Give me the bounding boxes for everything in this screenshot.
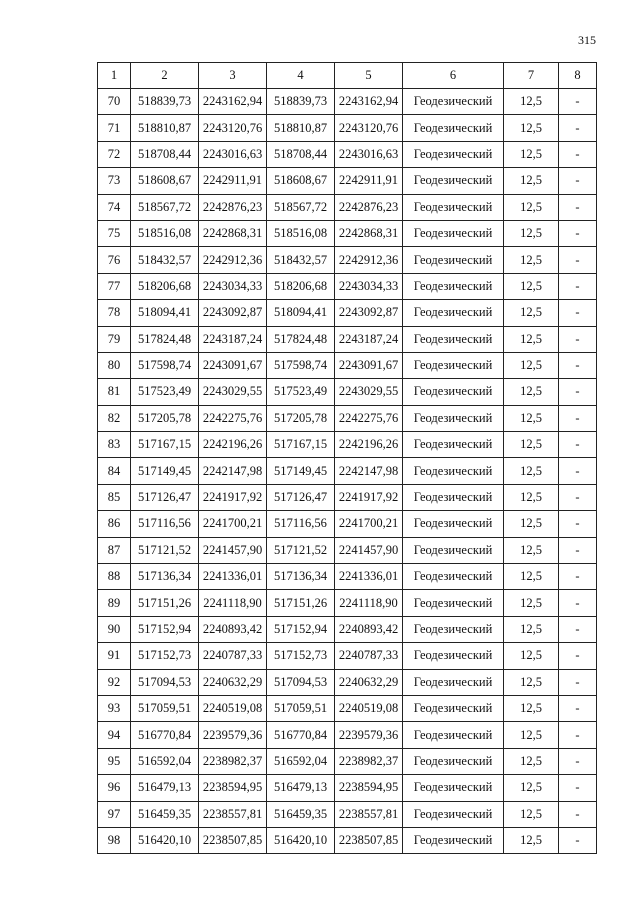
y-coord-cell: 2243162,94 [335, 89, 403, 115]
y-coord-cell: 2241700,21 [335, 511, 403, 537]
y-coord-cell: 2242868,31 [199, 220, 267, 246]
note-cell: - [559, 590, 597, 616]
note-cell: - [559, 194, 597, 220]
y-coord-cell: 2241917,92 [335, 484, 403, 510]
y-coord-cell: 2243120,76 [199, 115, 267, 141]
method-cell: Геодезический [403, 590, 504, 616]
x-coord-cell: 516479,13 [131, 775, 199, 801]
header-cell: 8 [559, 63, 597, 89]
table-row [98, 194, 597, 220]
x-coord-cell: 516479,13 [267, 775, 335, 801]
y-coord-cell: 2239579,36 [199, 722, 267, 748]
page-number: 315 [578, 33, 596, 47]
y-coord-cell: 2238594,95 [335, 775, 403, 801]
point-number-cell: 82 [98, 405, 131, 431]
point-number-cell: 84 [98, 458, 131, 484]
table-row [98, 220, 597, 246]
method-cell: Геодезический [403, 669, 504, 695]
accuracy-cell: 12,5 [504, 511, 559, 537]
accuracy-cell: 12,5 [504, 827, 559, 853]
note-cell: - [559, 722, 597, 748]
y-coord-cell: 2238594,95 [199, 775, 267, 801]
method-cell: Геодезический [403, 748, 504, 774]
x-coord-cell: 518516,08 [131, 220, 199, 246]
table-row [98, 89, 597, 115]
method-cell: Геодезический [403, 115, 504, 141]
y-coord-cell: 2243092,87 [335, 300, 403, 326]
y-coord-cell: 2240893,42 [199, 616, 267, 642]
x-coord-cell: 517059,51 [267, 695, 335, 721]
method-cell: Геодезический [403, 326, 504, 352]
table-row [98, 775, 597, 801]
x-coord-cell: 518567,72 [267, 194, 335, 220]
point-number-cell: 76 [98, 247, 131, 273]
y-coord-cell: 2241457,90 [335, 537, 403, 563]
method-cell: Геодезический [403, 801, 504, 827]
y-coord-cell: 2243029,55 [335, 379, 403, 405]
note-cell: - [559, 801, 597, 827]
y-coord-cell: 2240787,33 [335, 643, 403, 669]
table-body [98, 89, 597, 854]
x-coord-cell: 517126,47 [131, 484, 199, 510]
header-row [98, 63, 597, 89]
table-row [98, 141, 597, 167]
x-coord-cell: 517152,73 [131, 643, 199, 669]
x-coord-cell: 517523,49 [267, 379, 335, 405]
point-number-cell: 71 [98, 115, 131, 141]
point-number-cell: 87 [98, 537, 131, 563]
note-cell: - [559, 564, 597, 590]
y-coord-cell: 2238507,85 [335, 827, 403, 853]
accuracy-cell: 12,5 [504, 405, 559, 431]
x-coord-cell: 517167,15 [131, 432, 199, 458]
header-cell: 7 [504, 63, 559, 89]
x-coord-cell: 517126,47 [267, 484, 335, 510]
table-row [98, 168, 597, 194]
header-cell: 2 [131, 63, 199, 89]
accuracy-cell: 12,5 [504, 643, 559, 669]
point-number-cell: 91 [98, 643, 131, 669]
accuracy-cell: 12,5 [504, 168, 559, 194]
x-coord-cell: 518839,73 [267, 89, 335, 115]
x-coord-cell: 517523,49 [131, 379, 199, 405]
method-cell: Геодезический [403, 616, 504, 642]
y-coord-cell: 2241336,01 [335, 564, 403, 590]
accuracy-cell: 12,5 [504, 220, 559, 246]
x-coord-cell: 517136,34 [131, 564, 199, 590]
y-coord-cell: 2240632,29 [335, 669, 403, 695]
x-coord-cell: 518432,57 [267, 247, 335, 273]
y-coord-cell: 2243120,76 [335, 115, 403, 141]
header-cell: 1 [98, 63, 131, 89]
point-number-cell: 86 [98, 511, 131, 537]
x-coord-cell: 517598,74 [131, 352, 199, 378]
y-coord-cell: 2241700,21 [199, 511, 267, 537]
y-coord-cell: 2240893,42 [335, 616, 403, 642]
note-cell: - [559, 220, 597, 246]
note-cell: - [559, 827, 597, 853]
accuracy-cell: 12,5 [504, 722, 559, 748]
x-coord-cell: 518567,72 [131, 194, 199, 220]
accuracy-cell: 12,5 [504, 115, 559, 141]
table-row [98, 484, 597, 510]
y-coord-cell: 2242275,76 [199, 405, 267, 431]
y-coord-cell: 2238982,37 [199, 748, 267, 774]
y-coord-cell: 2238507,85 [199, 827, 267, 853]
table-row [98, 827, 597, 853]
accuracy-cell: 12,5 [504, 748, 559, 774]
x-coord-cell: 517167,15 [267, 432, 335, 458]
method-cell: Геодезический [403, 511, 504, 537]
accuracy-cell: 12,5 [504, 590, 559, 616]
point-number-cell: 79 [98, 326, 131, 352]
point-number-cell: 81 [98, 379, 131, 405]
point-number-cell: 92 [98, 669, 131, 695]
x-coord-cell: 517205,78 [267, 405, 335, 431]
note-cell: - [559, 247, 597, 273]
x-coord-cell: 518094,41 [267, 300, 335, 326]
method-cell: Геодезический [403, 775, 504, 801]
table-header [98, 63, 597, 89]
x-coord-cell: 518516,08 [267, 220, 335, 246]
y-coord-cell: 2242876,23 [199, 194, 267, 220]
note-cell: - [559, 484, 597, 510]
x-coord-cell: 517152,73 [267, 643, 335, 669]
method-cell: Геодезический [403, 89, 504, 115]
x-coord-cell: 518839,73 [131, 89, 199, 115]
y-coord-cell: 2241457,90 [199, 537, 267, 563]
point-number-cell: 74 [98, 194, 131, 220]
x-coord-cell: 518810,87 [267, 115, 335, 141]
x-coord-cell: 517152,94 [267, 616, 335, 642]
y-coord-cell: 2239579,36 [335, 722, 403, 748]
y-coord-cell: 2242876,23 [335, 194, 403, 220]
accuracy-cell: 12,5 [504, 273, 559, 299]
point-number-cell: 78 [98, 300, 131, 326]
y-coord-cell: 2242912,36 [335, 247, 403, 273]
accuracy-cell: 12,5 [504, 537, 559, 563]
note-cell: - [559, 326, 597, 352]
y-coord-cell: 2242912,36 [199, 247, 267, 273]
method-cell: Геодезический [403, 141, 504, 167]
point-number-cell: 77 [98, 273, 131, 299]
x-coord-cell: 518432,57 [131, 247, 199, 273]
point-number-cell: 72 [98, 141, 131, 167]
x-coord-cell: 518206,68 [131, 273, 199, 299]
x-coord-cell: 516459,35 [267, 801, 335, 827]
note-cell: - [559, 432, 597, 458]
point-number-cell: 88 [98, 564, 131, 590]
method-cell: Геодезический [403, 300, 504, 326]
x-coord-cell: 517149,45 [267, 458, 335, 484]
point-number-cell: 97 [98, 801, 131, 827]
x-coord-cell: 517136,34 [267, 564, 335, 590]
method-cell: Геодезический [403, 537, 504, 563]
table-row [98, 273, 597, 299]
point-number-cell: 85 [98, 484, 131, 510]
accuracy-cell: 12,5 [504, 564, 559, 590]
point-number-cell: 89 [98, 590, 131, 616]
x-coord-cell: 517824,48 [267, 326, 335, 352]
table-row [98, 616, 597, 642]
point-number-cell: 83 [98, 432, 131, 458]
method-cell: Геодезический [403, 827, 504, 853]
x-coord-cell: 517824,48 [131, 326, 199, 352]
table-row [98, 379, 597, 405]
table-row [98, 564, 597, 590]
x-coord-cell: 518810,87 [131, 115, 199, 141]
note-cell: - [559, 616, 597, 642]
coordinates-table [97, 62, 597, 854]
table-row [98, 458, 597, 484]
x-coord-cell: 516459,35 [131, 801, 199, 827]
y-coord-cell: 2242275,76 [335, 405, 403, 431]
y-coord-cell: 2242911,91 [199, 168, 267, 194]
note-cell: - [559, 669, 597, 695]
note-cell: - [559, 537, 597, 563]
y-coord-cell: 2240787,33 [199, 643, 267, 669]
y-coord-cell: 2243029,55 [199, 379, 267, 405]
method-cell: Геодезический [403, 564, 504, 590]
table-row [98, 432, 597, 458]
x-coord-cell: 517151,26 [267, 590, 335, 616]
y-coord-cell: 2243162,94 [199, 89, 267, 115]
header-cell: 5 [335, 63, 403, 89]
y-coord-cell: 2241917,92 [199, 484, 267, 510]
method-cell: Геодезический [403, 643, 504, 669]
accuracy-cell: 12,5 [504, 300, 559, 326]
x-coord-cell: 517121,52 [267, 537, 335, 563]
method-cell: Геодезический [403, 352, 504, 378]
method-cell: Геодезический [403, 405, 504, 431]
accuracy-cell: 12,5 [504, 432, 559, 458]
x-coord-cell: 517116,56 [131, 511, 199, 537]
x-coord-cell: 517598,74 [267, 352, 335, 378]
x-coord-cell: 517121,52 [131, 537, 199, 563]
x-coord-cell: 516592,04 [267, 748, 335, 774]
y-coord-cell: 2238557,81 [199, 801, 267, 827]
method-cell: Геодезический [403, 273, 504, 299]
y-coord-cell: 2243016,63 [335, 141, 403, 167]
table-row [98, 722, 597, 748]
method-cell: Геодезический [403, 722, 504, 748]
x-coord-cell: 517059,51 [131, 695, 199, 721]
x-coord-cell: 517094,53 [131, 669, 199, 695]
x-coord-cell: 516420,10 [131, 827, 199, 853]
point-number-cell: 75 [98, 220, 131, 246]
note-cell: - [559, 458, 597, 484]
y-coord-cell: 2238557,81 [335, 801, 403, 827]
x-coord-cell: 516420,10 [267, 827, 335, 853]
table-row [98, 537, 597, 563]
accuracy-cell: 12,5 [504, 484, 559, 510]
x-coord-cell: 516770,84 [267, 722, 335, 748]
table-row [98, 748, 597, 774]
x-coord-cell: 518094,41 [131, 300, 199, 326]
note-cell: - [559, 775, 597, 801]
y-coord-cell: 2243091,67 [335, 352, 403, 378]
note-cell: - [559, 115, 597, 141]
y-coord-cell: 2243187,24 [335, 326, 403, 352]
table-row [98, 643, 597, 669]
method-cell: Геодезический [403, 458, 504, 484]
table-row [98, 695, 597, 721]
y-coord-cell: 2241118,90 [199, 590, 267, 616]
x-coord-cell: 517205,78 [131, 405, 199, 431]
note-cell: - [559, 643, 597, 669]
accuracy-cell: 12,5 [504, 669, 559, 695]
point-number-cell: 73 [98, 168, 131, 194]
y-coord-cell: 2243016,63 [199, 141, 267, 167]
accuracy-cell: 12,5 [504, 326, 559, 352]
accuracy-cell: 12,5 [504, 801, 559, 827]
y-coord-cell: 2241118,90 [335, 590, 403, 616]
accuracy-cell: 12,5 [504, 695, 559, 721]
note-cell: - [559, 511, 597, 537]
x-coord-cell: 518206,68 [267, 273, 335, 299]
note-cell: - [559, 168, 597, 194]
method-cell: Геодезический [403, 484, 504, 510]
y-coord-cell: 2242868,31 [335, 220, 403, 246]
y-coord-cell: 2238982,37 [335, 748, 403, 774]
accuracy-cell: 12,5 [504, 89, 559, 115]
accuracy-cell: 12,5 [504, 775, 559, 801]
table-row [98, 590, 597, 616]
y-coord-cell: 2240632,29 [199, 669, 267, 695]
y-coord-cell: 2242196,26 [199, 432, 267, 458]
accuracy-cell: 12,5 [504, 141, 559, 167]
point-number-cell: 70 [98, 89, 131, 115]
note-cell: - [559, 300, 597, 326]
y-coord-cell: 2243034,33 [199, 273, 267, 299]
point-number-cell: 90 [98, 616, 131, 642]
point-number-cell: 95 [98, 748, 131, 774]
method-cell: Геодезический [403, 695, 504, 721]
accuracy-cell: 12,5 [504, 458, 559, 484]
method-cell: Геодезический [403, 247, 504, 273]
table-row [98, 405, 597, 431]
method-cell: Геодезический [403, 379, 504, 405]
note-cell: - [559, 141, 597, 167]
y-coord-cell: 2242147,98 [199, 458, 267, 484]
point-number-cell: 98 [98, 827, 131, 853]
y-coord-cell: 2242911,91 [335, 168, 403, 194]
table-row [98, 115, 597, 141]
note-cell: - [559, 695, 597, 721]
y-coord-cell: 2242196,26 [335, 432, 403, 458]
y-coord-cell: 2243034,33 [335, 273, 403, 299]
point-number-cell: 80 [98, 352, 131, 378]
accuracy-cell: 12,5 [504, 616, 559, 642]
note-cell: - [559, 748, 597, 774]
y-coord-cell: 2241336,01 [199, 564, 267, 590]
note-cell: - [559, 379, 597, 405]
y-coord-cell: 2243187,24 [199, 326, 267, 352]
y-coord-cell: 2240519,08 [199, 695, 267, 721]
header-cell: 6 [403, 63, 504, 89]
x-coord-cell: 518708,44 [131, 141, 199, 167]
accuracy-cell: 12,5 [504, 352, 559, 378]
accuracy-cell: 12,5 [504, 379, 559, 405]
point-number-cell: 96 [98, 775, 131, 801]
table-row [98, 300, 597, 326]
x-coord-cell: 518608,67 [267, 168, 335, 194]
x-coord-cell: 517151,26 [131, 590, 199, 616]
method-cell: Геодезический [403, 432, 504, 458]
point-number-cell: 94 [98, 722, 131, 748]
table-row [98, 247, 597, 273]
x-coord-cell: 518708,44 [267, 141, 335, 167]
x-coord-cell: 517116,56 [267, 511, 335, 537]
x-coord-cell: 517094,53 [267, 669, 335, 695]
x-coord-cell: 518608,67 [131, 168, 199, 194]
method-cell: Геодезический [403, 220, 504, 246]
y-coord-cell: 2243092,87 [199, 300, 267, 326]
header-cell: 3 [199, 63, 267, 89]
x-coord-cell: 516770,84 [131, 722, 199, 748]
header-cell: 4 [267, 63, 335, 89]
table-row [98, 352, 597, 378]
note-cell: - [559, 89, 597, 115]
x-coord-cell: 517149,45 [131, 458, 199, 484]
point-number-cell: 93 [98, 695, 131, 721]
table-row [98, 801, 597, 827]
note-cell: - [559, 405, 597, 431]
x-coord-cell: 517152,94 [131, 616, 199, 642]
x-coord-cell: 516592,04 [131, 748, 199, 774]
accuracy-cell: 12,5 [504, 247, 559, 273]
table-row [98, 669, 597, 695]
note-cell: - [559, 273, 597, 299]
method-cell: Геодезический [403, 168, 504, 194]
table-row [98, 326, 597, 352]
y-coord-cell: 2240519,08 [335, 695, 403, 721]
y-coord-cell: 2242147,98 [335, 458, 403, 484]
accuracy-cell: 12,5 [504, 194, 559, 220]
method-cell: Геодезический [403, 194, 504, 220]
note-cell: - [559, 352, 597, 378]
y-coord-cell: 2243091,67 [199, 352, 267, 378]
table-row [98, 511, 597, 537]
